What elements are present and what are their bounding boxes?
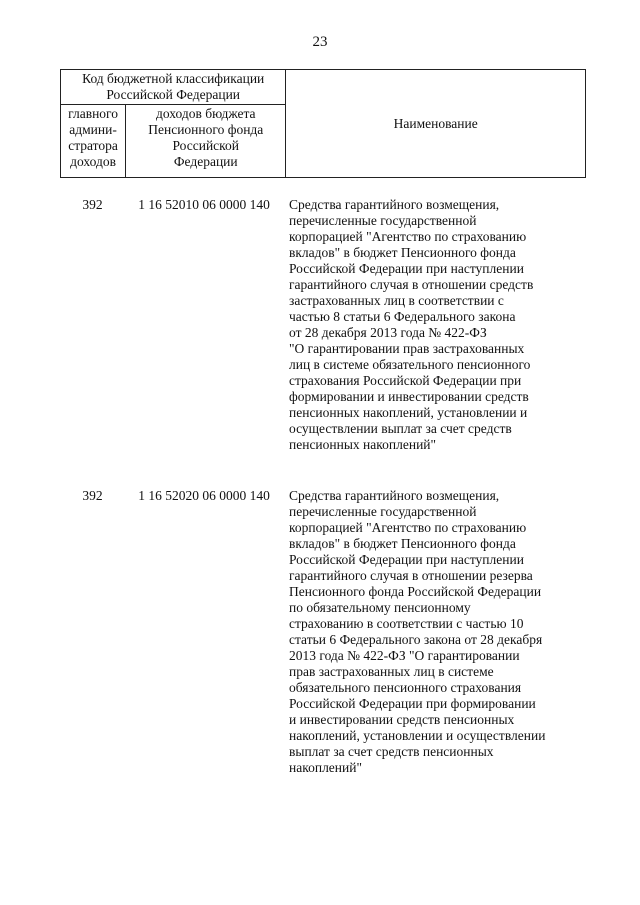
income-header-line: Пенсионного фонда	[148, 122, 264, 137]
description-line: статьи 6 Федерального закона от 28 декабря	[289, 632, 543, 647]
description-line: накоплений, установлении и осуществлении	[289, 728, 546, 743]
admin-header-cell	[61, 105, 126, 178]
description-line: вкладов" в бюджет Пенсионного фонда	[289, 536, 516, 551]
classification-header-table	[60, 69, 586, 178]
admin-header-line: админи-	[69, 122, 117, 137]
admin-header-line: главного	[68, 106, 118, 121]
description-line: Средства гарантийного возмещения,	[289, 488, 500, 503]
description-line: прав застрахованных лиц в системе	[289, 664, 494, 679]
description-line: 2013 года № 422-ФЗ "О гарантировании	[289, 648, 520, 663]
description-line: накоплений"	[289, 760, 362, 775]
income-header-line: Российской	[172, 138, 240, 153]
description-line: вкладов" в бюджет Пенсионного фонда	[289, 245, 516, 260]
description-line: по обязательному пенсионному	[289, 600, 471, 615]
income-header-cell	[126, 105, 286, 178]
description-line: Пенсионного фонда Российской Федерации	[289, 584, 542, 599]
admin-header-line: доходов	[70, 154, 116, 169]
income-header-line: Федерации	[173, 154, 238, 169]
kbk-header-cell	[61, 70, 286, 105]
description-line: пенсионных накоплений"	[289, 437, 437, 452]
description-line: корпорацией "Агентство по страхованию	[289, 229, 527, 244]
description-line: страхования Российской Федерации при	[289, 373, 522, 388]
description-line: осуществлении выплат за счет средств	[289, 421, 512, 436]
description-line: перечисленные государственной	[289, 504, 477, 519]
admin-header-line: стратора	[68, 138, 118, 153]
income-header-line: доходов бюджета	[155, 106, 256, 121]
description-line: гарантийного случая в отношении резерва	[289, 568, 533, 583]
kbk-header-line: Код бюджетной классификации	[82, 71, 265, 86]
description-line: и инвестировании средств пенсионных	[289, 712, 515, 727]
admin-code: 392	[82, 488, 103, 503]
description-line: лиц в системе обязательного пенсионного	[289, 357, 531, 372]
description-line: корпорацией "Агентство по страхованию	[289, 520, 527, 535]
description-line: формировании и инвестировании средств	[289, 389, 529, 404]
description-line: Средства гарантийного возмещения,	[289, 197, 500, 212]
description-line: перечисленные государственной	[289, 213, 477, 228]
description-line: страхованию в соответствии с частью 10	[289, 616, 524, 631]
description-line: обязательного пенсионного страхования	[289, 680, 522, 695]
page-number: 23	[312, 34, 328, 50]
admin-code: 392	[82, 197, 103, 212]
description-line: пенсионных накоплений, установлении и	[289, 405, 528, 420]
description-line: частью 8 статьи 6 Федерального закона	[289, 309, 516, 324]
description-line: "О гарантировании прав застрахованных	[289, 341, 525, 356]
description-line: выплат за счет средств пенсионных	[289, 744, 494, 759]
description-line: застрахованных лиц в соответствии с	[289, 293, 504, 308]
description-line: Российской Федерации при наступлении	[289, 552, 524, 567]
name-header-cell: Наименование	[286, 70, 586, 178]
kbk-header-line: Российской Федерации	[106, 87, 241, 102]
income-code: 1 16 52010 06 0000 140	[138, 197, 270, 212]
description-line: гарантийного случая в отношении средств	[289, 277, 534, 292]
description-line: Российской Федерации при формировании	[289, 696, 536, 711]
description-line: Российской Федерации при наступлении	[289, 261, 524, 276]
description-line: от 28 декабря 2013 года № 422-ФЗ	[289, 325, 487, 340]
entry-description	[289, 488, 581, 776]
entry-description	[289, 197, 581, 453]
income-code: 1 16 52020 06 0000 140	[138, 488, 270, 503]
